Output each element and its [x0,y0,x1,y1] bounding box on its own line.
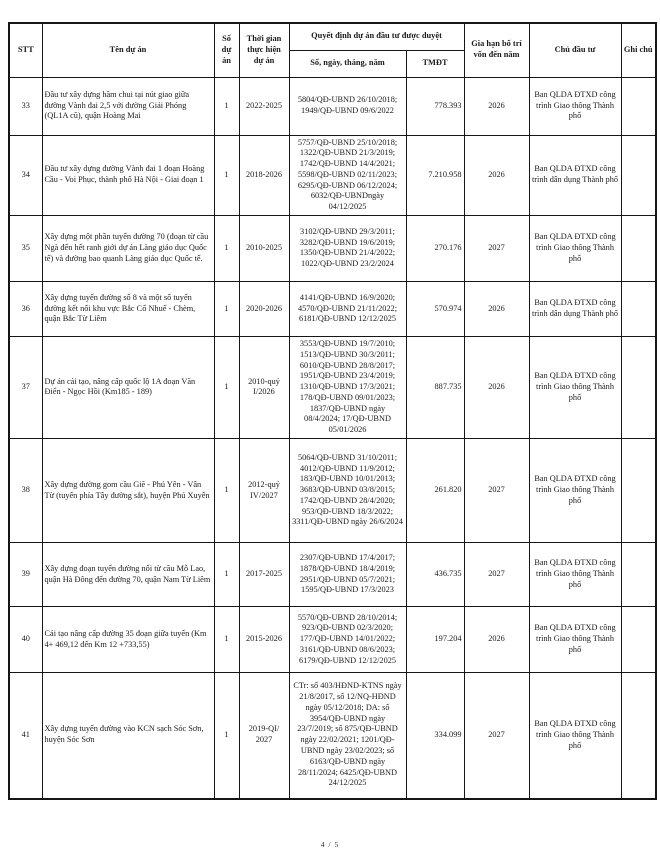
header-decision-group: Quyết định dự án đầu tư được duyệt [289,23,464,50]
cell-decisions: 3102/QĐ-UBND 29/3/2011; 3282/QĐ-UBND 19/6/2019; 1350/QĐ-UBND 21/4/2022; 1022/QĐ-UBND 23/2/2024 [289,215,406,281]
cell-decisions: CTr: số 403/HĐND-KTNS ngày 21/8/2017, số 12/NQ-HĐND ngày 05/12/2018; DA: số 3954/QĐ-UBND ngày 23/7/2019; số 875/QĐ-UBND ngày 22/02/2021; 1201/QĐ-UBND ngày 23/02/2023; số 6163/QĐ-UBND ngày 28/11/2024; 6425/QĐ-UBND 24/12/2025 [289,673,406,799]
header-extension: Gia hạn bố trí vốn đến năm [464,23,529,77]
cell-extension: 2027 [464,543,529,607]
cell-tmdt: 436.735 [406,543,464,607]
cell-project-count: 1 [214,336,239,438]
cell-extension: 2026 [464,281,529,336]
cell-period: 2020-2026 [239,281,289,336]
cell-period: 2015-2026 [239,607,289,673]
cell-stt: 39 [9,543,42,607]
table-row [9,135,656,215]
cell-period: 2019-QI/ 2027 [239,673,289,799]
page-number: 4 / 5 [320,840,340,849]
cell-period: 2018-2026 [239,135,289,215]
cell-investor: Ban QLDA ĐTXD công trình Giao thông Thành phố [529,336,621,438]
cell-project-count: 1 [214,673,239,799]
cell-note [621,215,656,281]
cell-tmdt: 570.974 [406,281,464,336]
cell-investor: Ban QLDA ĐTXD công trình Giao thông Thành phố [529,673,621,799]
header-project-count: Số dự án [214,23,239,77]
cell-stt: 37 [9,336,42,438]
cell-investor: Ban QLDA ĐTXD công trình Giao thông Thành phố [529,607,621,673]
cell-period: 2010-quý I/2026 [239,336,289,438]
cell-project-name: Dự án cải tạo, nâng cấp quốc lộ 1A đoạn Văn Điển - Ngọc Hồi (Km185 - 189) [42,336,214,438]
cell-stt: 34 [9,135,42,215]
cell-note [621,543,656,607]
cell-stt: 40 [9,607,42,673]
cell-project-count: 1 [214,135,239,215]
cell-period: 2010-2025 [239,215,289,281]
cell-decisions: 5570/QĐ-UBND 28/10/2014; 923/QĐ-UBND 02/3/2020; 177/QĐ-UBND 14/01/2022; 3161/QĐ-UBND 08/6/2023; 6179/QĐ-UBND 12/12/2025 [289,607,406,673]
cell-investor: Ban QLDA ĐTXD công trình dân dụng Thành phố [529,281,621,336]
cell-investor: Ban QLDA ĐTXD công trình Giao thông Thành phố [529,439,621,543]
cell-period: 2022-2025 [239,77,289,135]
cell-project-name: Xây dựng tuyến đường vào KCN sạch Sóc Sơn, huyện Sóc Sơn [42,673,214,799]
cell-tmdt: 7.210.958 [406,135,464,215]
cell-stt: 33 [9,77,42,135]
cell-decisions: 5064/QĐ-UBND 31/10/2011; 4012/QĐ-UBND 11/9/2012; 183/QĐ-UBND 10/01/2013; 3683/QĐ-UBND 03/8/2015; 1742/QĐ-UBND 28/4/2020; 953/QĐ-UBND 18/3/2022; 3311/QĐ-UBND ngày 26/6/2024 [289,439,406,543]
cell-project-count: 1 [214,215,239,281]
cell-extension: 2027 [464,439,529,543]
table-header [9,23,656,77]
projects-table [8,22,657,800]
cell-extension: 2026 [464,336,529,438]
header-decision-number-date: Số, ngày, tháng, năm [289,50,406,77]
cell-project-count: 1 [214,281,239,336]
cell-tmdt: 887.735 [406,336,464,438]
header-period: Thời gian thực hiện dự án [239,23,289,77]
cell-period: 2012-quý IV/2027 [239,439,289,543]
cell-stt: 41 [9,673,42,799]
cell-note [621,607,656,673]
cell-investor: Ban QLDA ĐTXD công trình Giao thông Thành phố [529,77,621,135]
cell-extension: 2027 [464,215,529,281]
header-note: Ghi chú [621,23,656,77]
cell-project-name: Xây dựng tuyến đường số 8 và một số tuyến đường kết nối khu vực Bắc Cổ Nhuế - Chèm, quận Bắc Từ Liêm [42,281,214,336]
cell-extension: 2026 [464,607,529,673]
table-row [9,336,656,438]
cell-note [621,77,656,135]
cell-extension: 2026 [464,135,529,215]
table-row [9,215,656,281]
cell-extension: 2027 [464,673,529,799]
cell-note [621,439,656,543]
cell-tmdt: 270.176 [406,215,464,281]
cell-project-name: Xây dựng đường gom cầu Giẽ - Phú Yên - Vân Từ (tuyến phía Tây đường sắt), huyện Phú Xuyên [42,439,214,543]
cell-investor: Ban QLDA ĐTXD công trình dân dụng Thành phố [529,135,621,215]
cell-extension: 2026 [464,77,529,135]
cell-decisions: 5757/QĐ-UBND 25/10/2018; 1322/QĐ-UBND 21/3/2019; 1742/QĐ-UBND 14/4/2021; 5598/QĐ-UBND 02/11/2023; 6295/QĐ-UBND 06/12/2024; 6032/QĐ-UBNDngày 04/12/2025 [289,135,406,215]
cell-project-name: Đầu tư xây dựng đường Vành đai 1 đoạn Hoàng Cầu - Voi Phục, thành phố Hà Nội - Giai đoạn 1 [42,135,214,215]
table-row [9,543,656,607]
table-row [9,607,656,673]
cell-project-count: 1 [214,77,239,135]
cell-decisions: 4141/QĐ-UBND 16/9/2020; 4570/QĐ-UBND 21/11/2022; 6181/QĐ-UBND 12/12/2025 [289,281,406,336]
cell-investor: Ban QLDA ĐTXD công trình Giao thông Thành phố [529,543,621,607]
cell-note [621,281,656,336]
cell-decisions: 2307/QĐ-UBND 17/4/2017; 1878/QĐ-UBND 18/4/2019; 2951/QĐ-UBND 05/7/2021; 1595/QĐ-UBND 17/3/2023 [289,543,406,607]
cell-note [621,336,656,438]
cell-project-name: Xây dựng đoạn tuyến đường nối từ cầu Mỗ Lao, quận Hà Đông đến đường 70, quận Nam Từ Liêm [42,543,214,607]
cell-note [621,135,656,215]
header-stt: STT [9,23,42,77]
cell-tmdt: 197.204 [406,607,464,673]
table-body [9,77,656,799]
cell-note [621,673,656,799]
cell-tmdt: 778.393 [406,77,464,135]
table-row [9,673,656,799]
cell-project-count: 1 [214,607,239,673]
cell-tmdt: 261.820 [406,439,464,543]
cell-tmdt: 334.099 [406,673,464,799]
cell-stt: 38 [9,439,42,543]
table-row [9,77,656,135]
cell-stt: 35 [9,215,42,281]
cell-project-name: Cải tạo nâng cấp đường 35 đoạn giữa tuyến (Km 4+ 469,12 đến Km 12 +733,55) [42,607,214,673]
header-investor: Chủ đầu tư [529,23,621,77]
cell-decisions: 5804/QĐ-UBND 26/10/2018; 1949/QĐ-UBND 09/6/2022 [289,77,406,135]
table-row [9,281,656,336]
cell-project-count: 1 [214,439,239,543]
cell-stt: 36 [9,281,42,336]
table-row [9,439,656,543]
cell-project-count: 1 [214,543,239,607]
header-tmdt: TMĐT [406,50,464,77]
header-project-name: Tên dự án [42,23,214,77]
cell-project-name: Xây dựng một phần tuyến đường 70 (đoạn từ cầu Ngà đến hết ranh giới dự án Làng giáo dục Quốc tế) và đường bao quanh Làng giáo dục Quốc tế. [42,215,214,281]
cell-period: 2017-2025 [239,543,289,607]
cell-decisions: 3553/QĐ-UBND 19/7/2010; 1513/QĐ-UBND 30/3/2011; 6010/QĐ-UBND 28/8/2017; 1951/QĐ-UBND 23/4/2019; 1310/QĐ-UBND 17/3/2021; 178/QĐ-UBND 09/01/2023; 1837/QĐ-UBND ngày 08/4/2024; 17/QĐ-UBND 05/01/2026 [289,336,406,438]
cell-project-name: Đầu tư xây dựng hầm chui tại nút giao giữa đường Vành đai 2,5 với đường Giải Phóng (QL1A cũ), quận Hoàng Mai [42,77,214,135]
cell-investor: Ban QLDA ĐTXD công trình Giao thông Thành phố [529,215,621,281]
